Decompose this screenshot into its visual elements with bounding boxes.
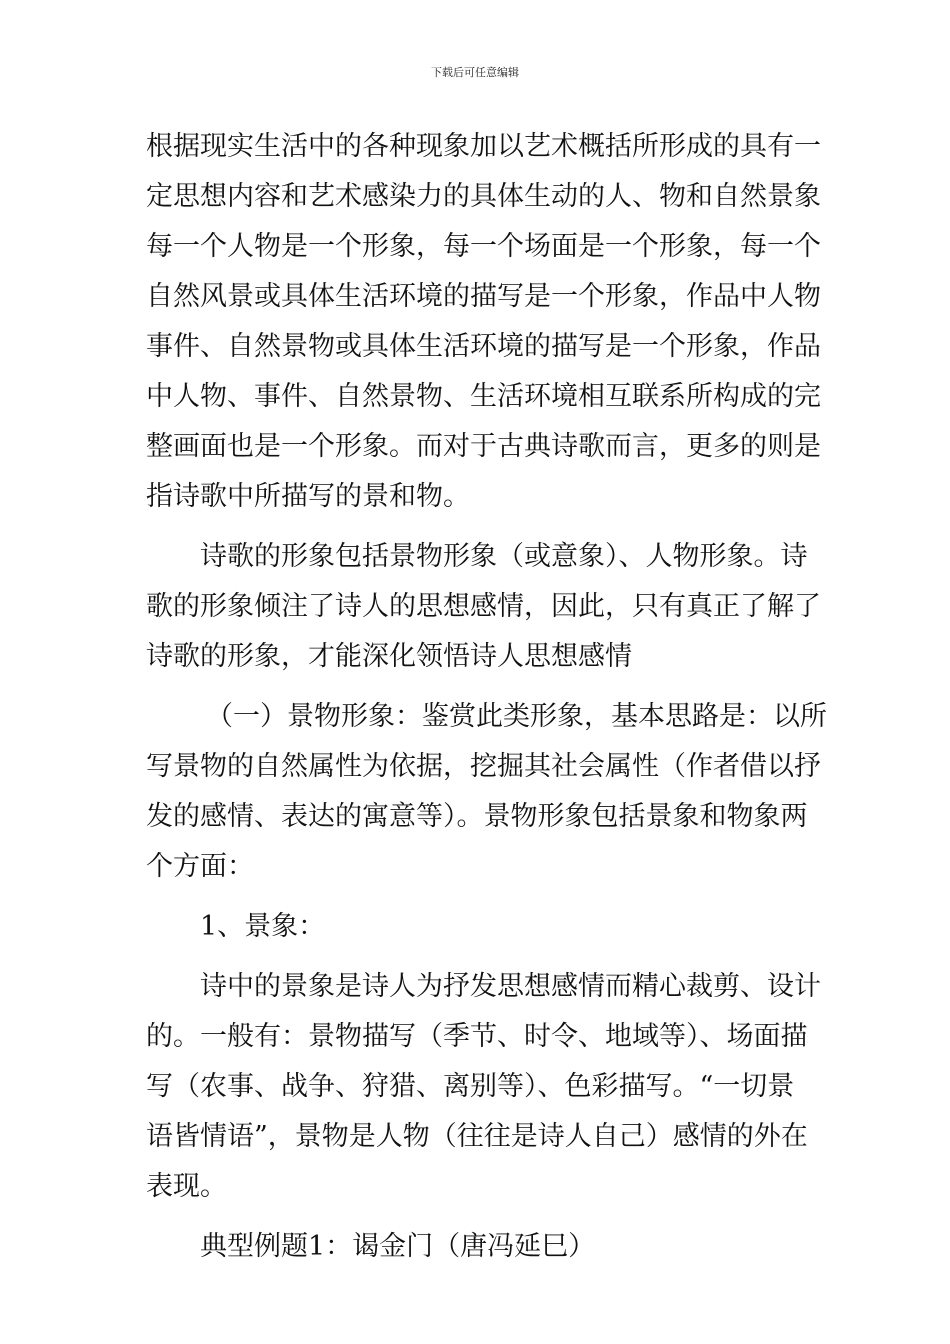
paragraph-scene-description [146,962,821,1212]
text-line: 歌的形象倾注了诗人的思想感情，因此，只有真正了解了 [146,591,821,622]
text-line: 事件、自然景物或具体生活环境的描写是一个形象，作品 [146,331,821,362]
text-line: 语皆情语”，景物是人物（往往是诗人自己）感情的外在 [146,1121,808,1152]
subheading-scene [146,902,806,952]
text-line: 写景物的自然属性为依据，挖掘其社会属性（作者借以抒 [146,751,821,782]
paragraph-poetry-image [146,532,821,682]
text-line: 的。一般有：景物描写（季节、时令、地域等）、场面描 [146,1021,808,1052]
subheading-text: 1、景象： [200,911,326,942]
document-body [146,122,827,1272]
text-line: 自然风景或具体生活环境的描写是一个形象，作品中人物 [146,281,821,312]
text-line: 表现。 [146,1171,227,1202]
text-line: 整画面也是一个形象。而对于古典诗歌而言，更多的则是 [146,431,821,462]
text-line: 个方面： [146,851,254,882]
text-line: 每一个人物是一个形象，每一个场面是一个形象，每一个 [146,231,821,262]
page-header: 下载后可任意编辑 [431,66,519,79]
text-line: 指诗歌中所描写的景和物。 [146,481,470,512]
text-line: 中人物、事件、自然景物、生活环境相互联系所构成的完 [146,381,821,412]
example-title [146,1222,806,1272]
example-title-text: 典型例题1：谒金门（唐冯延巳） [200,1231,596,1262]
text-line: 诗歌的形象包括景物形象（或意象）、人物形象。诗 [200,541,808,572]
text-line: 诗歌的形象，才能深化领悟诗人思想感情 [146,641,632,672]
paragraph-image-definition [146,122,821,522]
text-line: 根据现实生活中的各种现象加以艺术概括所形成的具有一 [146,131,821,162]
text-line: 发的感情、表达的寓意等）。景物形象包括景象和物象两 [146,801,808,832]
text-line: 定思想内容和艺术感染力的具体生动的人、物和自然景象 [146,181,821,212]
text-line: 诗中的景象是诗人为抒发思想感情而精心裁剪、设计 [200,971,821,1002]
paragraph-scenery-image [146,692,827,892]
section-heading-line: （一）景物形象：鉴赏此类形象，基本思路是：以所 [206,701,827,732]
text-line: 写（农事、战争、狩猎、离别等）、色彩描写。“一切景 [146,1071,795,1102]
